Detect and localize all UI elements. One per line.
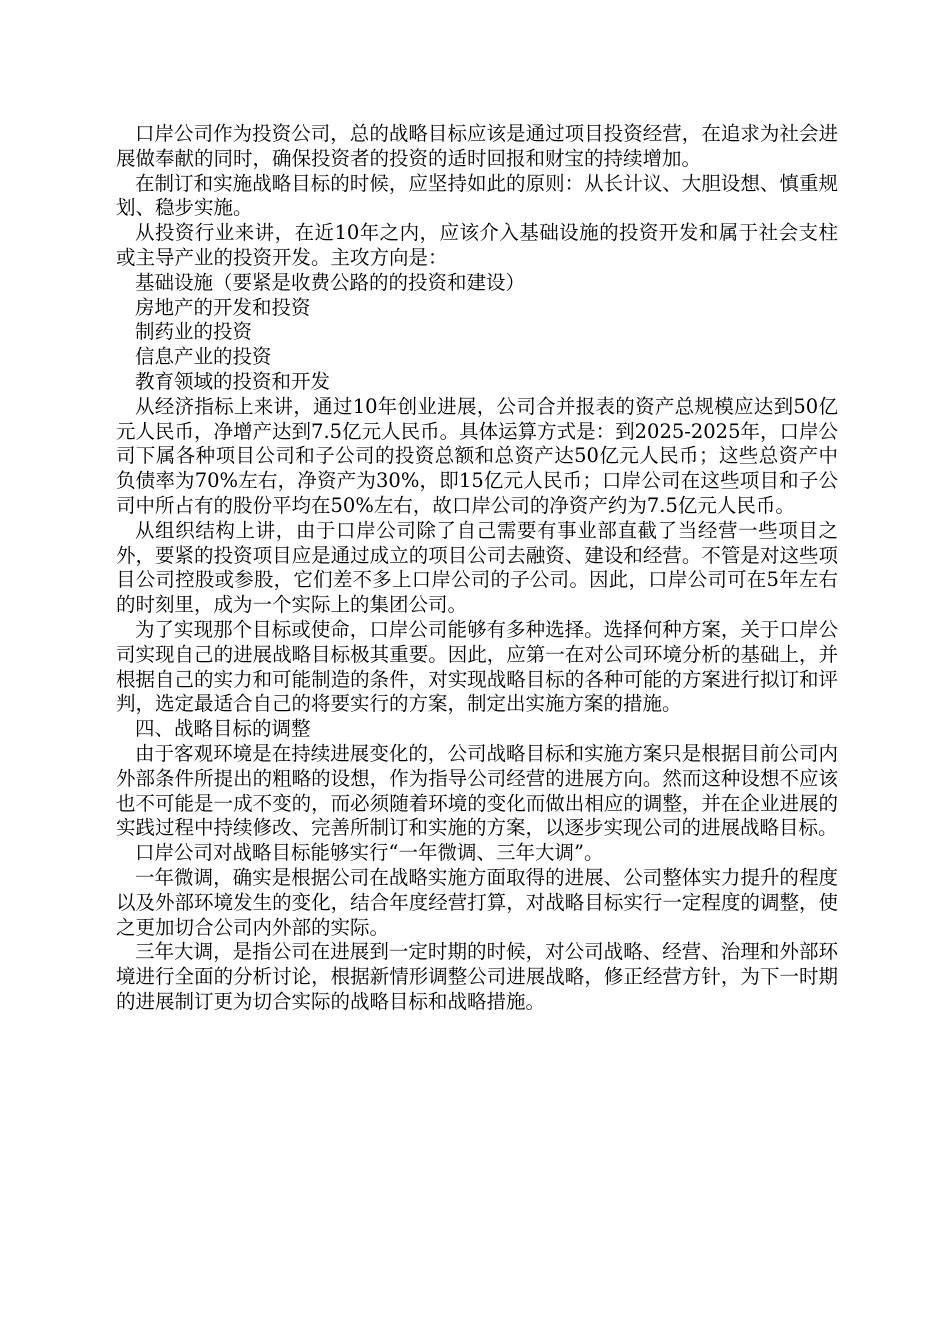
document-body	[116, 122, 838, 1015]
paragraph-investment-industry: 从投资行业来讲，在近10年之内，应该介入基础设施的投资开发和属于社会支柱或主导产业的投资开发。主攻方向是：	[116, 221, 838, 269]
list-item-infrastructure: 基础设施（要紧是收费公路的的投资和建设）	[135, 270, 526, 294]
paragraph-annual-adjustment: 一年微调，确实是根据公司在战略实施方面取得的进展、公司整体实力提升的程度以及外部环境发生的变化，结合年度经营打算，对战略目标实行一定程度的调整，使之更加切合公司内外部的实际。	[116, 865, 838, 939]
paragraph-options: 为了实现那个目标或使命，口岸公司能够有多种选择。选择何种方案，关于口岸公司实现自己的进展战略目标极其重要。因此，应第一在对公司环境分析的基础上，并根据自己的实力和可能制造的条件，对实现战略目标的各种可能的方案进行拟订和评判，选定最适合自己的将要实行的方案，制定出实施方案的措施。	[116, 617, 838, 716]
paragraph-environment-change: 由于客观环境是在持续进展变化的，公司战略目标和实施方案只是根据目前公司内外部条件所提出的粗略的设想，作为指导公司经营的进展方向。然而这种设想不应该也不可能是一成不变的，而必须随着环境的变化而做出相应的调整，并在企业进展的实践过程中持续修改、完善所制订和实施的方案，以逐步实现公司的进展战略目标。	[116, 741, 838, 840]
list-item-pharma: 制药业的投资	[135, 320, 253, 344]
paragraph-principles: 在制订和实施战略目标的时候，应坚持如此的原则：从长计议、大胆设想、慎重规划、稳步实施。	[116, 171, 838, 220]
list-item-education: 教育领域的投资和开发	[135, 369, 331, 393]
paragraph-economic-indicators: 从经济指标上来讲，通过10年创业进展，公司合并报表的资产总规模应达到50亿元人民币，净增产达到7.5亿元人民币。具体运算方式是：到2025-2025年，口岸公司下属各种项目公司和子公司的投资总额和总资产达50亿元人民币；这些总资产中负债率为70%左右，净资产为30%，即15亿元人民币；口岸公司在这些项目和子公司中所占有的股份平均在50%左右，故口岸公司的净资产约为7.5亿元人民币。	[116, 394, 838, 517]
list-item-it-industry: 信息产业的投资	[135, 345, 272, 369]
paragraph-three-year-adjustment: 三年大调，是指公司在进展到一定时期的时候，对公司战略、经营、治理和外部环境进行全面的分析讨论，根据新情形调整公司进展战略，修正经营方针，为下一时期的进展制订更为切合实际的战略目标和战略措施。	[116, 940, 838, 1013]
list-item-real-estate: 房地产的开发和投资	[135, 295, 311, 319]
paragraph-organization: 从组织结构上讲，由于口岸公司除了自己需要有事业部直截了当经营一些项目之外，要紧的投资项目应是通过成立的项目公司去融资、建设和经营。不管是对这些项目公司控股或参股，它们差不多上口岸公司的子公司。因此，口岸公司可在5年左右的时刻里，成为一个实际上的集团公司。	[116, 518, 838, 617]
paragraph-strategic-goal: 口岸公司作为投资公司，总的战略目标应该是通过项目投资经营，在追求为社会进展做奉献的同时，确保投资者的投资的适时回报和财宝的持续增加。	[116, 122, 838, 170]
paragraph-adjustment-policy: 口岸公司对战略目标能够实行“一年微调、三年大调”。	[135, 841, 604, 865]
section-heading-adjustment: 四、战略目标的调整	[135, 717, 311, 741]
